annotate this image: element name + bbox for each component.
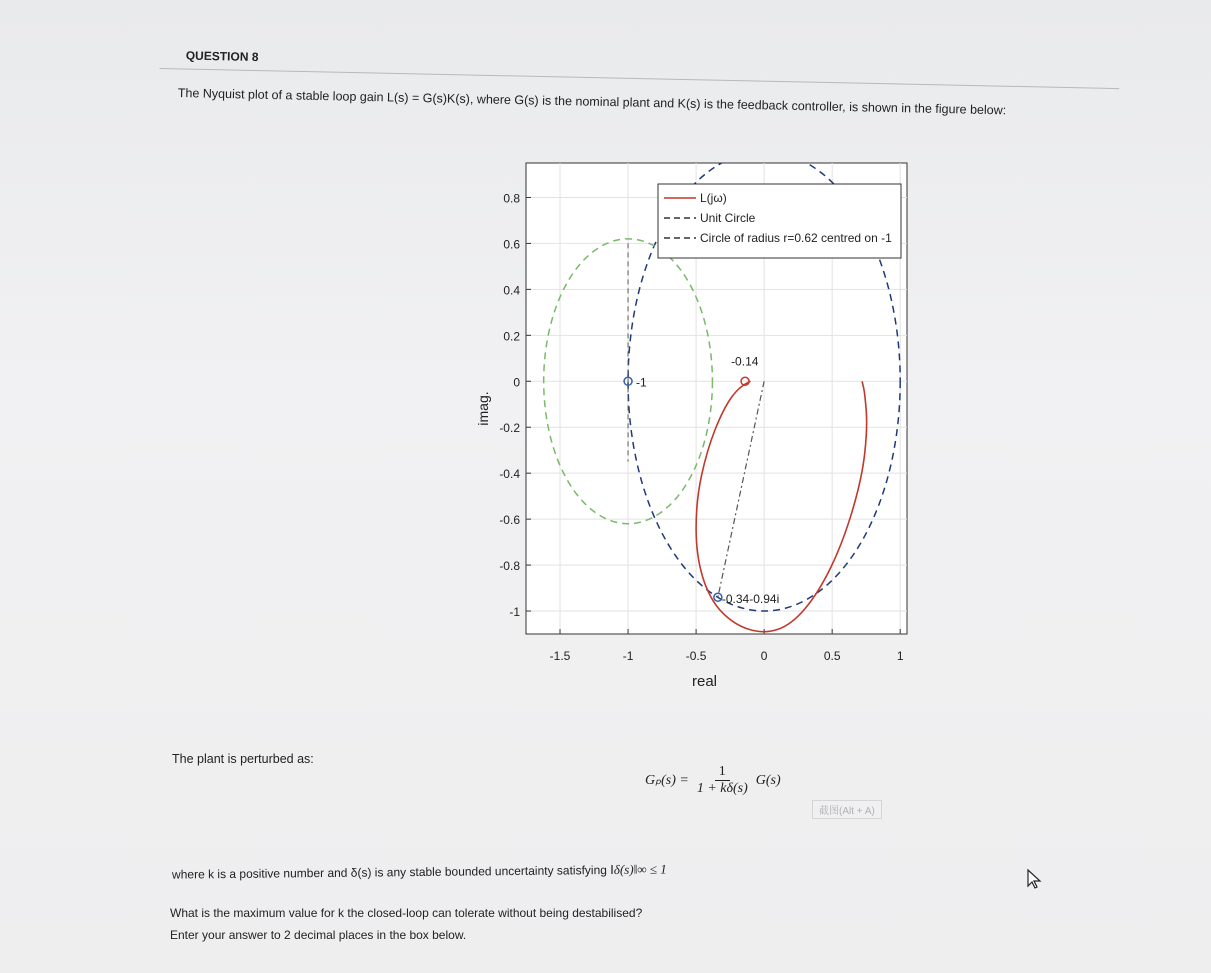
x-tick-label: -1 — [622, 649, 634, 663]
y-tick-label: 0.2 — [503, 329, 520, 344]
formula-denominator: 1 + kδ(s) — [696, 781, 748, 796]
question-prompt: What is the maximum value for k the closed-loop can tolerate without being destabilised? — [170, 906, 643, 920]
x-tick-label: 1 — [896, 649, 904, 663]
formula-fraction — [693, 764, 752, 797]
answer-instructions: Enter your answer to 2 decimal places in the box below. — [170, 928, 467, 942]
annotation-label: -0.14 — [731, 354, 759, 369]
x-tick-label: 0.5 — [823, 649, 841, 663]
norm-condition: ‖δ(s)‖∞ ≤ 1 — [610, 861, 667, 878]
legend-entry: Circle of radius r=0.62 centred on -1 — [700, 231, 892, 245]
y-tick-label: -0.4 — [499, 467, 520, 482]
screenshot-hint-badge: 截图(Alt + A) — [812, 800, 882, 819]
legend-entry: Unit Circle — [700, 211, 756, 225]
annotation-label: -1 — [636, 375, 647, 390]
y-tick-label: 0 — [513, 375, 520, 390]
perturbed-plant-formula — [645, 764, 781, 797]
legend-entry: L(jω) — [700, 191, 727, 205]
formula-numerator: 1 — [715, 764, 730, 781]
formula-lhs: Gₚ(s) = — [645, 773, 689, 788]
question-label: QUESTION 8 — [185, 48, 259, 65]
y-tick-label: -0.2 — [499, 421, 520, 436]
mouse-cursor-icon — [1026, 868, 1044, 890]
x-tick-label: 0 — [760, 649, 768, 663]
y-tick-label: 0.6 — [503, 237, 520, 252]
y-tick-label: 0.8 — [503, 191, 520, 206]
x-axis-label: real — [691, 673, 718, 690]
plant-text: The plant is perturbed as: — [172, 752, 314, 766]
x-tick-label: -0.5 — [685, 649, 707, 663]
y-tick-label: 0.4 — [503, 283, 520, 298]
annotation-label: -0.34-0.94i — [721, 592, 780, 607]
y-tick-label: -0.6 — [499, 513, 520, 528]
formula-rhs: G(s) — [755, 772, 781, 788]
y-axis-label: imag. — [475, 391, 491, 426]
legend-box — [658, 184, 901, 258]
where-sentence: where k is a positive number and δ(s) is any stable bounded uncertainty satisfying — [171, 863, 607, 882]
question-intro: The Nyquist plot of a stable loop gain L(s) = G(s)K(s), where G(s) is the nominal plant and K(s) is the feedback controller, is shown in the figure below: — [177, 86, 1007, 118]
y-tick-label: -0.8 — [499, 559, 520, 574]
y-tick-label: -1 — [509, 605, 520, 620]
x-tick-label: -1.5 — [549, 649, 571, 663]
